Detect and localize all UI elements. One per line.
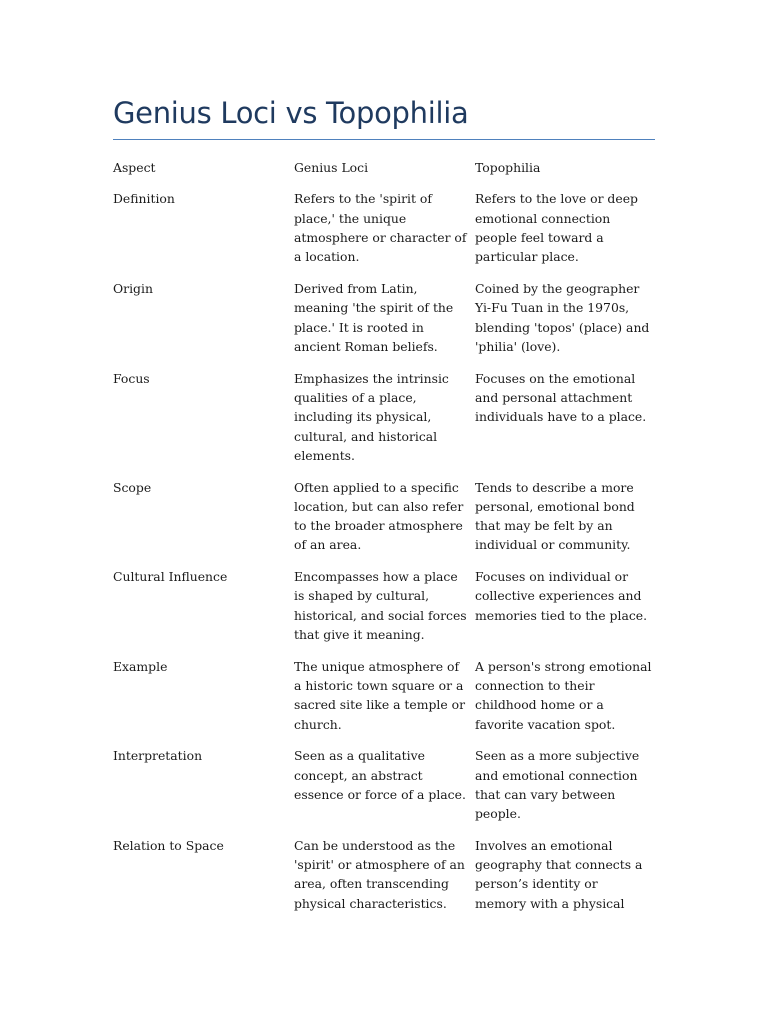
aspect-cell: Origin [113,281,153,297]
table-row [113,746,658,836]
aspect-cell: Example [113,658,168,674]
table-row [113,657,658,747]
aspect-cell: Relation to Space [113,837,224,853]
aspect-cell: Cultural Influence [113,569,228,585]
header-topophilia: Topophilia [475,160,541,175]
topophilia-cell: A person's strong emotional connection to their childhood home or a favorite vacation spot. [475,658,652,732]
title-underline-divider [113,139,655,140]
table-row [113,567,658,657]
topophilia-cell: Involves an emotional geography that connects a person’s identity or memory with a physical [475,837,643,911]
topophilia-cell: Focuses on individual or collective experiences and memories tied to the place. [475,569,648,623]
topophilia-cell: Focuses on the emotional and personal attachment individuals have to a place. [475,370,647,425]
topophilia-cell: Tends to describe a more personal, emotional bond that may be felt by an individual or community. [475,479,635,553]
aspect-cell: Interpretation [113,748,203,764]
header-genius-loci: Genius Loci [294,160,369,175]
genius-loci-cell: Emphasizes the intrinsic qualities of a place, including its physical, cultural, and historical elements. [294,370,449,463]
aspect-cell: Focus [113,370,150,386]
table-row [113,369,658,478]
table-row [113,189,658,279]
header-aspect: Aspect [113,160,156,175]
comparison-table [113,158,658,925]
table-header-row [113,158,658,189]
genius-loci-cell: Refers to the 'spirit of place,' the unique atmosphere or character of a location. [294,191,467,265]
genius-loci-cell: Can be understood as the 'spirit' or atmosphere of an area, often transcending physical characteristics. [294,837,465,911]
genius-loci-cell: The unique atmosphere of a historic town square or a sacred site like a temple or church. [294,658,466,732]
genius-loci-cell: Seen as a qualitative concept, an abstract essence or force of a place. [294,748,466,802]
table-row [113,279,658,369]
aspect-cell: Definition [113,191,175,207]
genius-loci-cell: Derived from Latin, meaning 'the spirit of the place.' It is rooted in ancient Roman beliefs. [294,281,454,354]
table-row [113,478,658,568]
topophilia-cell: Coined by the geographer Yi-Fu Tuan in the 1970s, blending 'topos' (place) and 'philia' (love). [475,281,650,354]
table-row [113,836,658,926]
genius-loci-cell: Encompasses how a place is shaped by cultural, historical, and social forces that give it meaning. [294,569,467,642]
aspect-cell: Scope [113,479,152,495]
topophilia-cell: Seen as a more subjective and emotional connection that can vary between people. [475,748,640,822]
genius-loci-cell: Often applied to a specific location, but can also refer to the broader atmosphere of an area. [294,479,464,553]
topophilia-cell: Refers to the love or deep emotional connection people feel toward a particular place. [475,191,638,265]
document-title: Genius Loci vs Topophilia [113,96,469,130]
